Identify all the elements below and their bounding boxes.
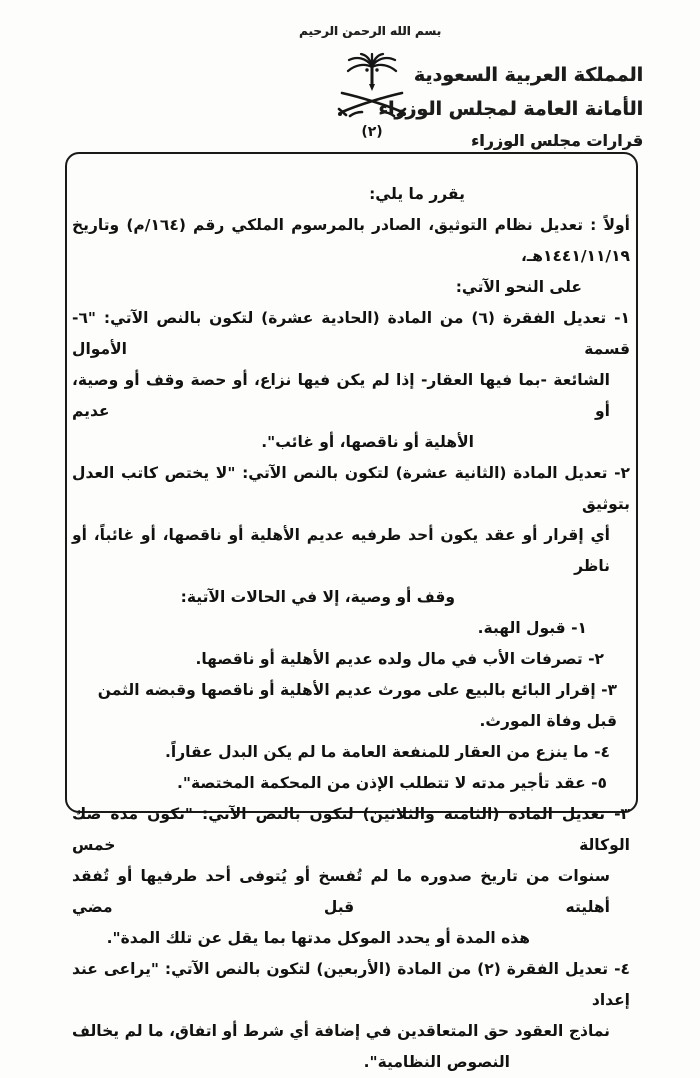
document-line: ٢- تصرفات الأب في مال ولده عديم الأهلية أو ناقصها. <box>195 650 604 668</box>
org-decisions-line: قرارات مجلس الوزراء <box>470 131 643 150</box>
document-line: هذه المدة أو يحدد الموكل مدتها بما يقل عن تلك المدة". <box>106 929 530 947</box>
org-header <box>378 58 643 156</box>
document-line: أولاً : تعديل نظام التوثيق، الصادر بالمرسوم الملكي رقم (١٦٤/م) وتاريخ ١٤٤١/١١/١٩هـ، <box>72 216 630 265</box>
document-line: أي إقرار أو عقد يكون أحد طرفيه عديم الأهلية أو ناقصها، أو غائباً، أو ناظر <box>72 526 610 575</box>
document-line: ٣- تعديل المادة (الثامنة والثلاثين) لتكون بالنص الآتي: "تكون مدة صك الوكالة خمس <box>72 805 630 854</box>
document-line: ٣- إقرار البائع بالبيع على مورث عديم الأهلية أو ناقصها وقبضه الثمن قبل وفاة المورث. <box>97 681 617 730</box>
document-line: ١- قبول الهبة. <box>477 619 587 637</box>
document-line: ١- تعديل الفقرة (٦) من المادة (الحادية عشرة) لتكون بالنص الآتي: "٦- قسمة الأموال <box>72 309 630 358</box>
document-line: وقف أو وصية، إلا في الحالات الآتية: <box>180 588 455 606</box>
bismillah-calligraphy: بسم الله الرحمن الرحيم <box>298 24 442 38</box>
document-line: ٤- تعديل الفقرة (٢) من المادة (الأربعين) لتكون بالنص الآتي: "يراعى عند إعداد <box>72 960 630 1009</box>
document-line: سنوات من تاريخ صدوره ما لم تُفسخ أو يُتوفى أحد طرفيها أو تُفقد أهليته قبل مضي <box>72 867 610 916</box>
document-line: ٢- تعديل المادة (الثانية عشرة) لتكون بالنص الآتي: "لا يختص كاتب العدل بتوثيق <box>72 464 630 513</box>
org-kingdom-line: المملكة العربية السعودية <box>413 64 643 86</box>
document-line: نماذج العقود حق المتعاقدين في إضافة أي شرط أو اتفاق، ما لم يخالف <box>72 1022 610 1040</box>
decree-lines <box>72 179 630 1078</box>
page-number: (٢) <box>361 124 383 140</box>
document-line: ٤- ما ينزع من العقار للمنفعة العامة ما لم يكن البدل عقاراً. <box>165 743 610 761</box>
org-secretariat-line: الأمانة العامة لمجلس الوزراء <box>378 98 643 120</box>
document-line: الأهلية أو ناقصها، أو غائب". <box>261 433 474 451</box>
document-line: ٥- عقد تأجير مدته لا تتطلب الإذن من المحكمة المختصة". <box>177 774 607 792</box>
document-line: على النحو الآتي: <box>455 278 582 296</box>
decree-text-box <box>65 152 638 1071</box>
document-line: النصوص النظامية". <box>363 1053 510 1071</box>
document-line: الشائعة -بما فيها العقار- إذا لم يكن فيها نزاع، أو حصة وقف أو وصية، أو عديم <box>72 371 610 420</box>
document-line: يقرر ما يلي: <box>369 185 465 203</box>
